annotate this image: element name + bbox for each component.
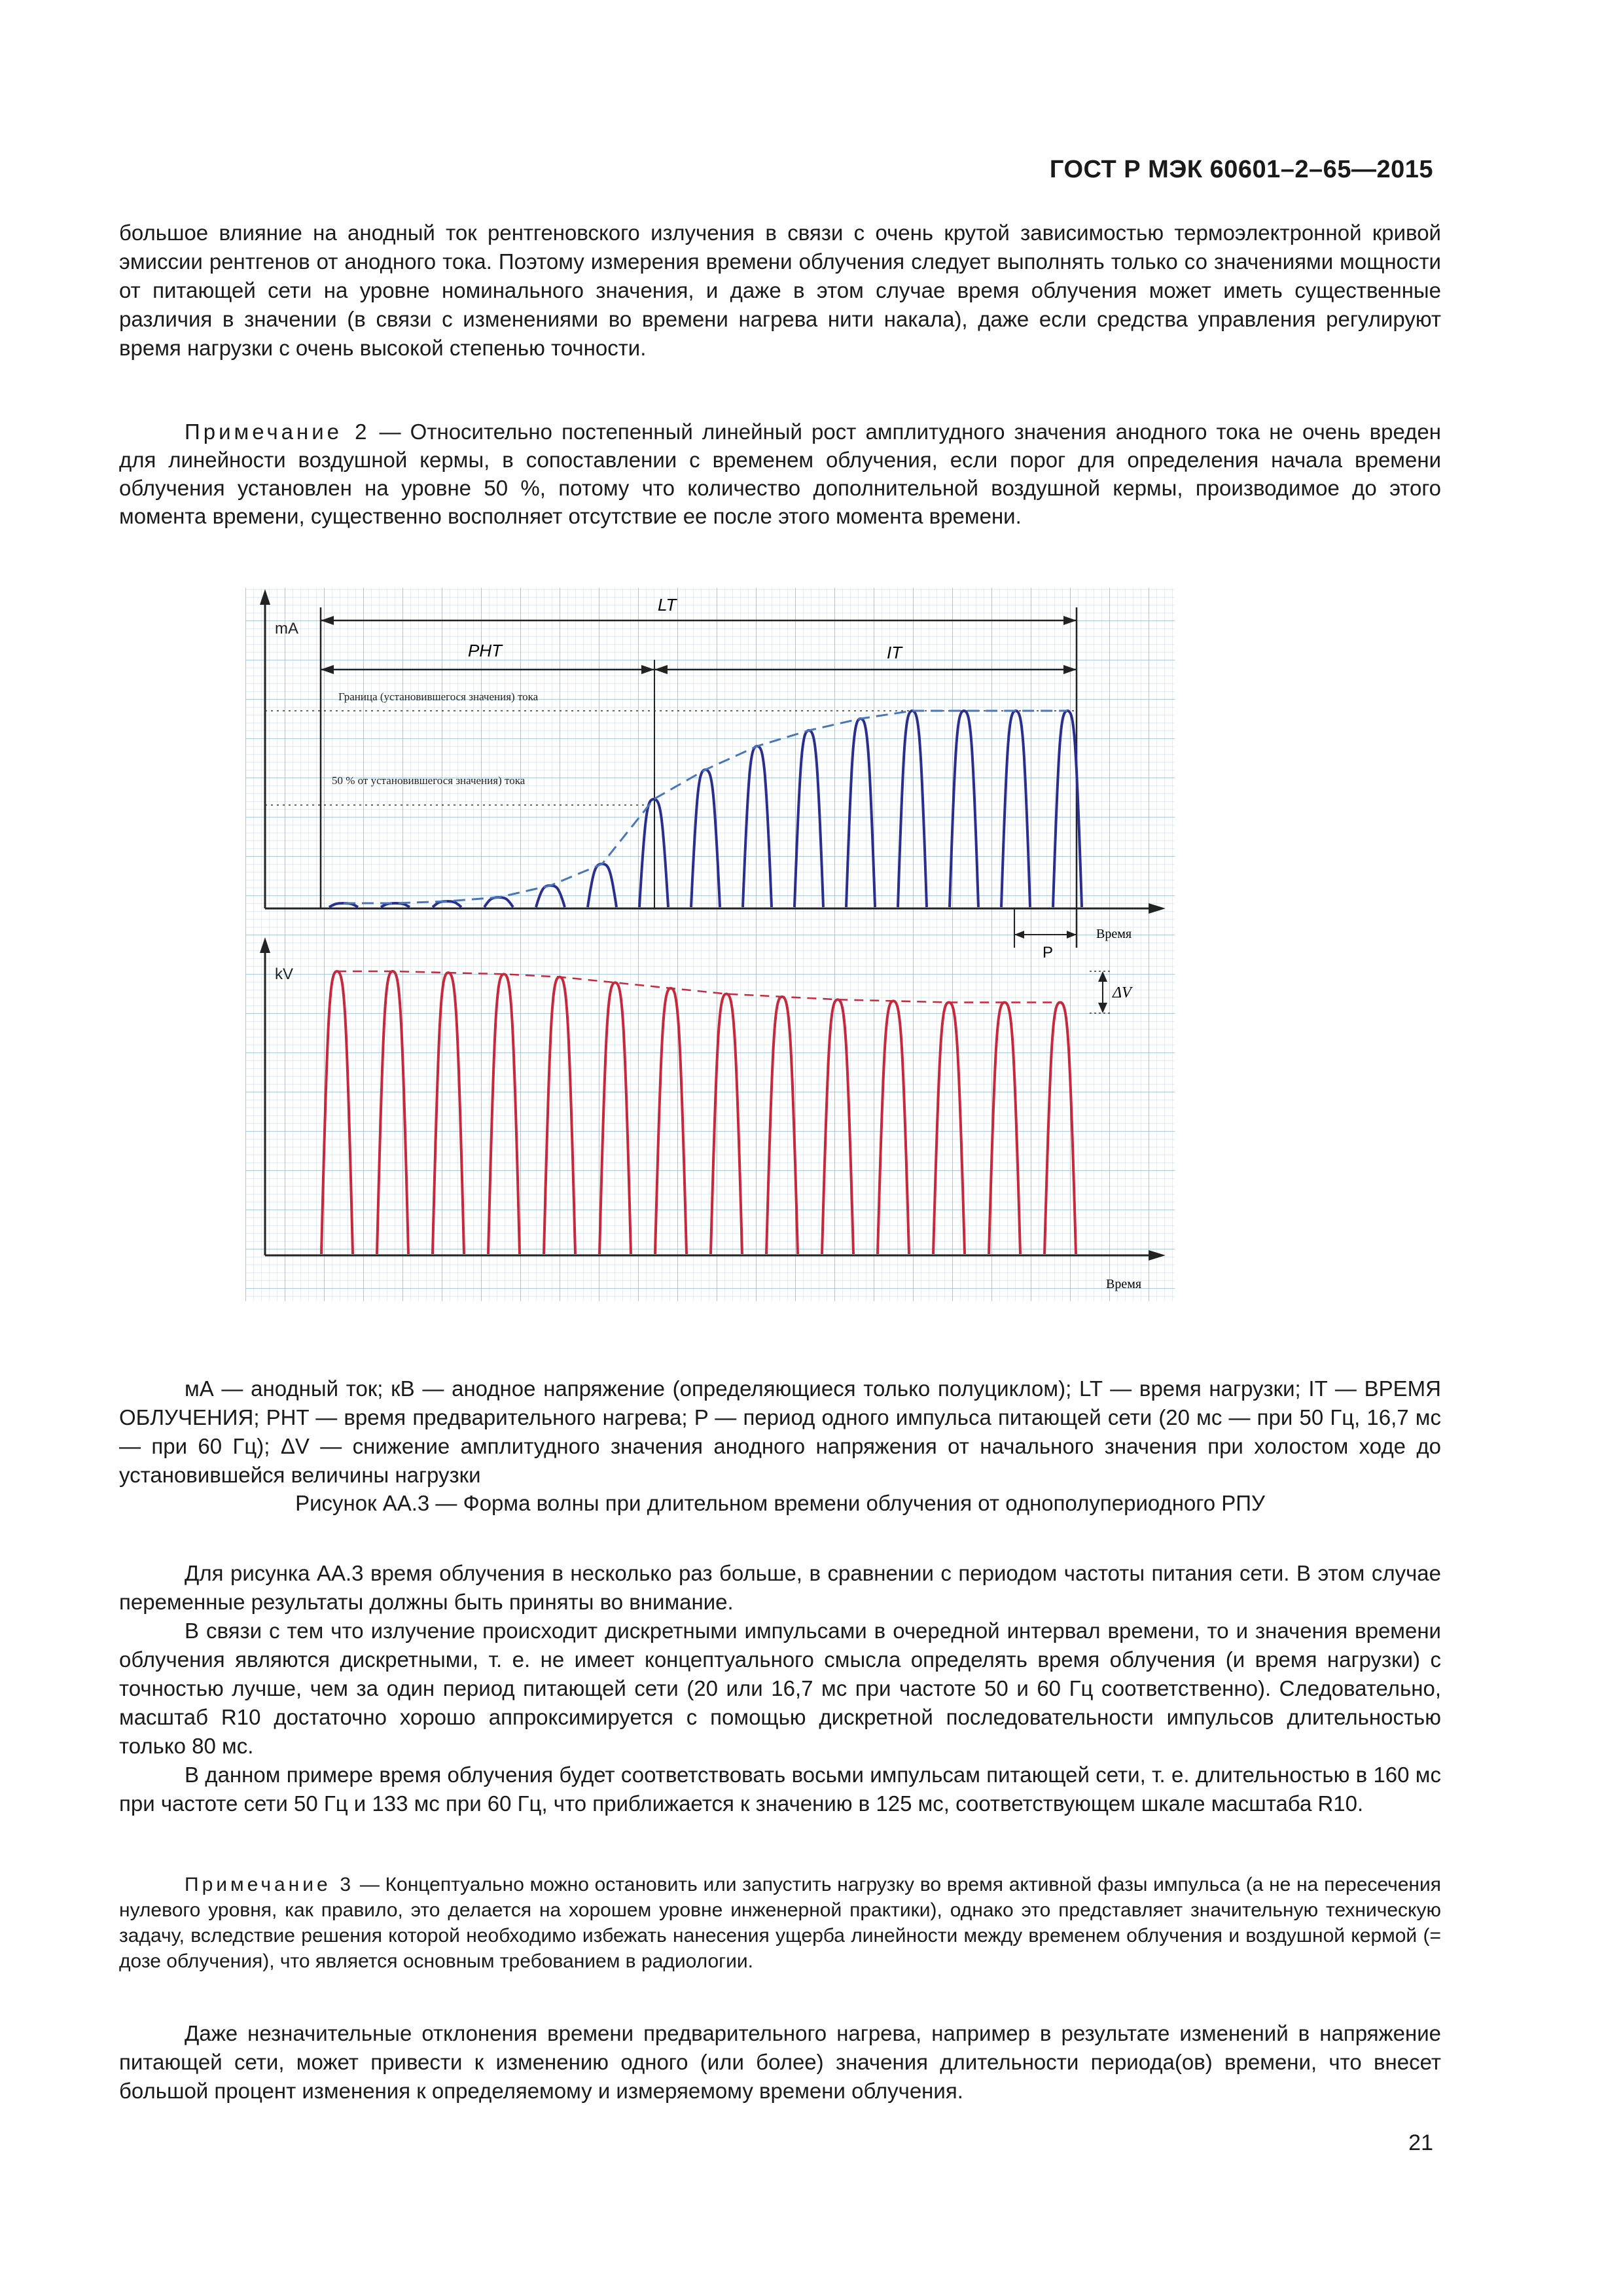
note-3-text: — Концептуально можно остановить или запустить нагрузку во время активной фазы импульса (а не на пересечения нулевого уровня, как правило, это делается на хорошем уровне инженерной практики), однако это представляет значительную техническую задачу, вследствие решения которой необходимо избежать нанесения ущерба линейности между временем облучения и воздушной кермой (= дозе облучения), что является основным требованием в радиологии. [119, 1874, 1441, 1972]
half-label: 50 % от установившегося значения) тока [332, 774, 526, 787]
note-2 [119, 418, 1441, 530]
paragraph-3-text: В связи с тем что излучение происходит дискретными импульсами в очередной интервал времени, то и значения времени облучения являются дискретными, т. е. не имеет концептуального смысла определять время облучения (и время нагрузки) с точностью лучше, чем за один период питающей сети (20 или 16,7 мс при частоте 50 и 60 Гц соответственно). Следовательно, масштаб R10 достаточно хорошо аппроксимируется с помощью дискретной последовательности импульсов длительностью только 80 мс. [119, 1619, 1441, 1758]
dv-label: ΔV [1113, 984, 1132, 1001]
note-3-label: Примечание 3 [185, 1874, 355, 1895]
figure-caption: Рисунок АА.3 — Форма волны при длительном времени облучения от однополупериодного РПУ [295, 1491, 1265, 1515]
paragraph-5 [119, 2019, 1441, 2106]
paragraph-1 [119, 219, 1441, 363]
standard-id: ГОСТ Р МЭК 60601–2–65—2015 [1049, 156, 1433, 183]
bottom-x-label: Время [1106, 1277, 1142, 1291]
lt-label: LT [658, 595, 677, 615]
paragraph-2-text: Для рисунка АА.3 время облучения в несколько раз больше, в сравнении с периодом частоты питания сети. В этом случае переменные результаты должны быть приняты во внимание. [119, 1561, 1441, 1614]
paragraph-5-text: Даже незначительные отклонения времени предварительного нагрева, например в результате изменений в напряжение питающей сети, может привести к изменению одного (или более) значения длительности периода(ов) времени, что внесет большой процент изменения к определяемому и измеряемому времени облучения. [119, 2021, 1441, 2103]
top-y-unit: mA [275, 620, 298, 637]
page-number: 21 [1408, 2130, 1433, 2155]
pht-label: PHT [468, 641, 502, 660]
p-label: P [1043, 944, 1054, 961]
paragraph-4-text: В данном примере время облучения будет соответствовать восьми импульсам питающей сети, т. е. длительностью в 160 мс при частоте сети 50 Гц и 133 мс при 60 Гц, что приближается к значению в 125 мс, соответствующем шкале масштаба R10. [119, 1763, 1441, 1816]
bottom-y-unit: kV [275, 965, 294, 983]
figure-legend [119, 1374, 1441, 1490]
note-2-label: Примечание 2 [185, 420, 370, 444]
figure-legend-text: мА — анодный ток; кВ — анодное напряжение (определяющиеся только полуциклом); LT — время нагрузки; IT — ВРЕМЯ ОБЛУЧЕНИЯ; PHT — время предварительного нагрева; P — период одного импульса питающей сети (20 мс — при 50 Гц, 16,7 мс — при 60 Гц); ΔV — снижение амплитудного значения анодного напряжения от начального значения при холостом ходе до установившейся величины нагрузки [119, 1376, 1441, 1487]
figure-aa3 [245, 581, 1188, 1314]
paragraph-1-text: большое влияние на анодный ток рентгеновского излучения в связи с очень крутой зависимостью термоэлектронной кривой эмиссии рентгенов от анодного тока. Поэтому измерения времени облучения следует выполнять только со значениями мощности от питающей сети на уровне номинального значения, и даже в этом случае время облучения может иметь существенные различия в значении (в связи с изменениями во времени нагрева нити накала), даже если средства управления регулируют время нагрузки с очень высокой степенью точности. [119, 221, 1441, 360]
it-label: IT [887, 643, 902, 662]
paragraph-2 [119, 1559, 1441, 1818]
waveform-figure [245, 581, 1188, 1314]
note-3 [119, 1872, 1441, 1974]
limit-label: Граница (установившегося значения) тока [338, 691, 539, 703]
note-2-text: — Относительно постепенный линейный рост амплитудного значения анодного тока не очень вреден для линейности воздушной кермы, в сопоставлении с временем облучения, если порог для определения начала времени облучения установлен на уровне 50 %, потому что количество дополнительной воздушной кермы, производимое до этого момента времени, существенно восполняет отсутствие ее после этого момента времени. [119, 420, 1441, 528]
top-x-label: Время [1096, 927, 1132, 941]
